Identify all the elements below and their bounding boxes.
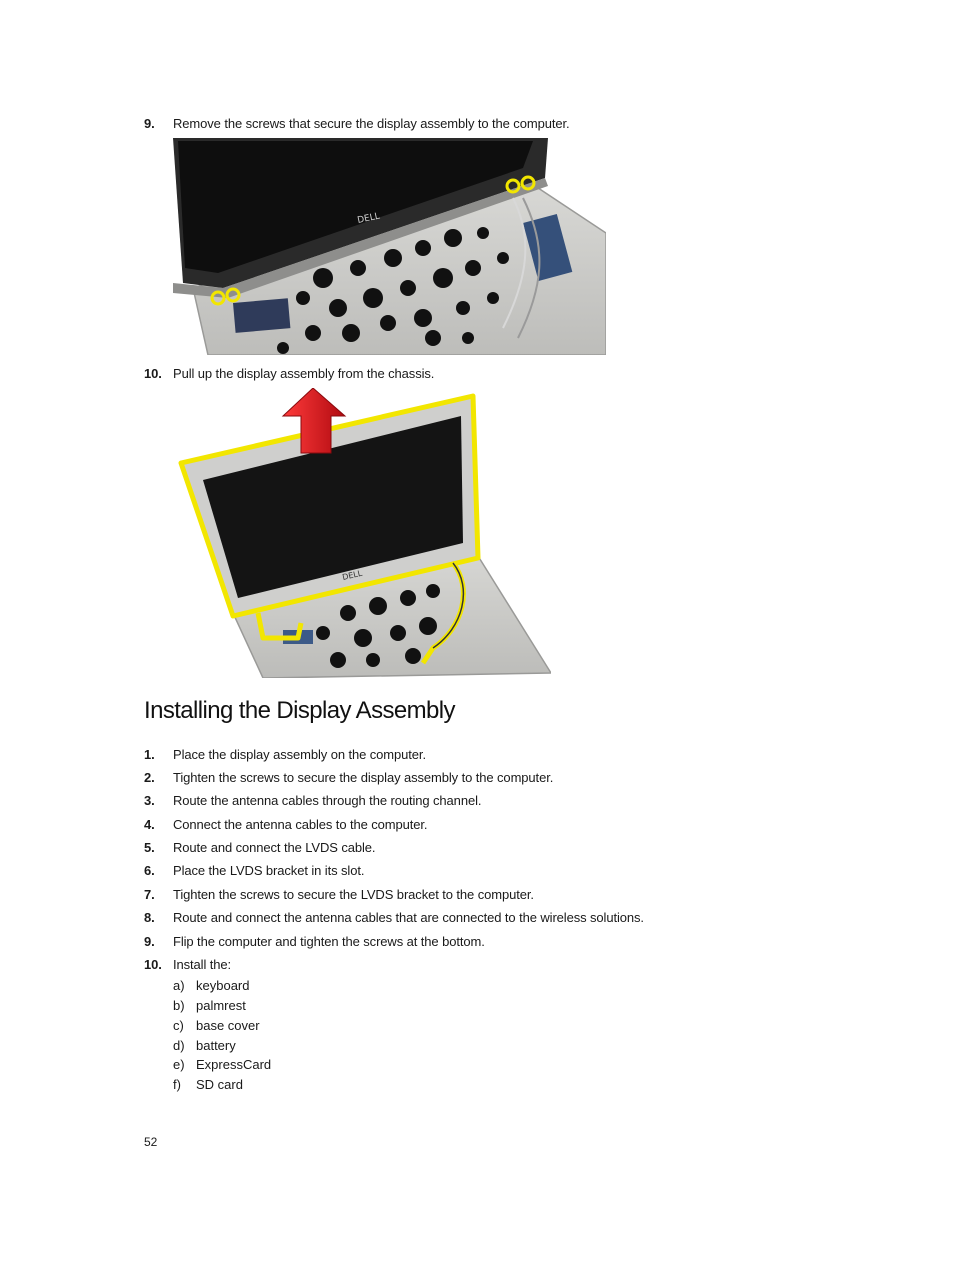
dell-logo: DELL	[356, 211, 381, 226]
item-letter: a)	[173, 978, 185, 993]
step-number: 2.	[144, 770, 155, 785]
item-text: battery	[196, 1038, 236, 1053]
step-text: Place the LVDS bracket in its slot.	[173, 863, 365, 878]
step-text: Pull up the display assembly from the chassis.	[173, 366, 435, 381]
item-text: base cover	[196, 1018, 260, 1033]
list-item	[173, 1018, 260, 1034]
step-text: Tighten the screws to secure the display assembly to the computer.	[173, 770, 554, 785]
list-item	[173, 1057, 271, 1073]
item-text: palmrest	[196, 998, 246, 1013]
item-letter: b)	[173, 998, 185, 1013]
item-text: SD card	[196, 1077, 243, 1092]
figure-remove-screws	[173, 138, 606, 355]
item-text: ExpressCard	[196, 1057, 272, 1072]
step-text: Tighten the screws to secure the LVDS bracket to the computer.	[173, 887, 534, 902]
step-text: Route and connect the antenna cables that are connected to the wireless solutions.	[173, 910, 644, 925]
step-number: 3.	[144, 793, 155, 808]
step-number: 7.	[144, 887, 155, 902]
list-item	[173, 1038, 236, 1054]
step-text: Flip the computer and tighten the screws at the bottom.	[173, 934, 485, 949]
step-number: 5.	[144, 840, 155, 855]
item-letter: c)	[173, 1018, 184, 1033]
step-number: 4.	[144, 817, 155, 832]
list-item	[173, 1077, 243, 1093]
item-letter: e)	[173, 1057, 185, 1072]
step-text: Remove the screws that secure the display assembly to the computer.	[173, 116, 570, 131]
step-number: 10.	[144, 366, 162, 381]
page-number: 52	[144, 1135, 158, 1149]
item-text: keyboard	[196, 978, 250, 993]
step-text: Connect the antenna cables to the computer.	[173, 817, 428, 832]
section-title: Installing the Display Assembly	[144, 697, 455, 724]
item-letter: d)	[173, 1038, 185, 1053]
item-letter: f)	[173, 1077, 181, 1092]
step-text: Place the display assembly on the computer.	[173, 747, 426, 762]
step-number: 6.	[144, 863, 155, 878]
figure-pull-up-display	[173, 388, 551, 678]
step-number: 8.	[144, 910, 155, 925]
step-text: Route and connect the LVDS cable.	[173, 840, 376, 855]
step-number: 10.	[144, 957, 162, 972]
dell-logo: DELL	[341, 568, 364, 582]
step-text: Install the:	[173, 957, 232, 972]
step-number: 1.	[144, 747, 155, 762]
list-item	[173, 998, 246, 1014]
step-text: Route the antenna cables through the routing channel.	[173, 793, 482, 808]
list-item	[173, 978, 249, 994]
step-number: 9.	[144, 116, 155, 131]
step-number: 9.	[144, 934, 155, 949]
